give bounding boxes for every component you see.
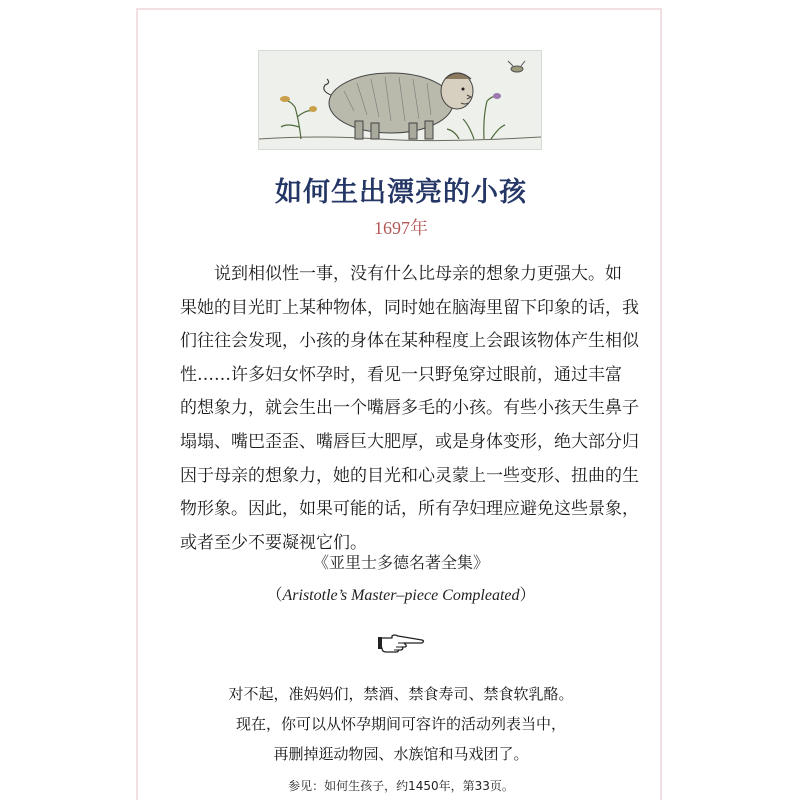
quote-line: 的想象力，就会生出一个嘴唇多毛的小孩。有些小孩天生鼻子	[180, 398, 639, 419]
quote-line: 性……许多妇女怀孕时，看见一只野兔穿过眼前，通过丰富	[180, 364, 622, 385]
quote-body	[180, 258, 639, 560]
year-subtitle: 1697年	[374, 218, 428, 238]
note-line-3: 再删掉逛动物园、水族馆和马戏团了。	[273, 745, 529, 763]
pig-with-human-face-icon	[259, 51, 541, 149]
see-also-reference: 参见：如何生孩子，约1450年，第33页。	[288, 779, 514, 793]
quote-line: 说到相似性一事，没有什么比母亲的想象力更强大。如	[180, 264, 622, 284]
note-line-2: 现在，你可以从怀孕期间可容许的活动列表当中，	[235, 715, 566, 733]
source-paren-close: ）	[519, 587, 536, 604]
note-line-1: 对不起，准妈妈们，禁酒、禁食寿司、禁食软乳酪。	[228, 685, 574, 703]
quote-line: 塌塌、嘴巴歪歪、嘴唇巨大肥厚，或是身体变形，绝大部分归	[180, 431, 639, 452]
pointing-hand-icon	[378, 632, 426, 654]
page-title: 如何生出漂亮的小孩	[275, 177, 527, 208]
quote-line: 或者至少不要凝视它们。	[180, 532, 367, 553]
source-title-english	[136, 582, 666, 605]
quote-line: 们往往会发现，小孩的身体在某种程度上会跟该物体产生相似	[180, 331, 639, 352]
quote-line: 物形象。因此，如果可能的话，所有孕妇理应避免这些景象，	[180, 499, 639, 520]
source-title-chinese: 《亚里士多德名著全集》	[312, 553, 489, 572]
quote-line: 果她的目光盯上某种物体，同时她在脑海里留下印象的话，我	[180, 297, 639, 318]
quote-line: 因于母亲的想象力，她的目光和心灵蒙上一些变形、扭曲的生	[180, 465, 639, 486]
source-english-title: Aristotle’s Master–piece Compleated	[282, 587, 520, 604]
source-paren-open: （	[266, 587, 283, 604]
engraving-illustration	[258, 50, 542, 150]
